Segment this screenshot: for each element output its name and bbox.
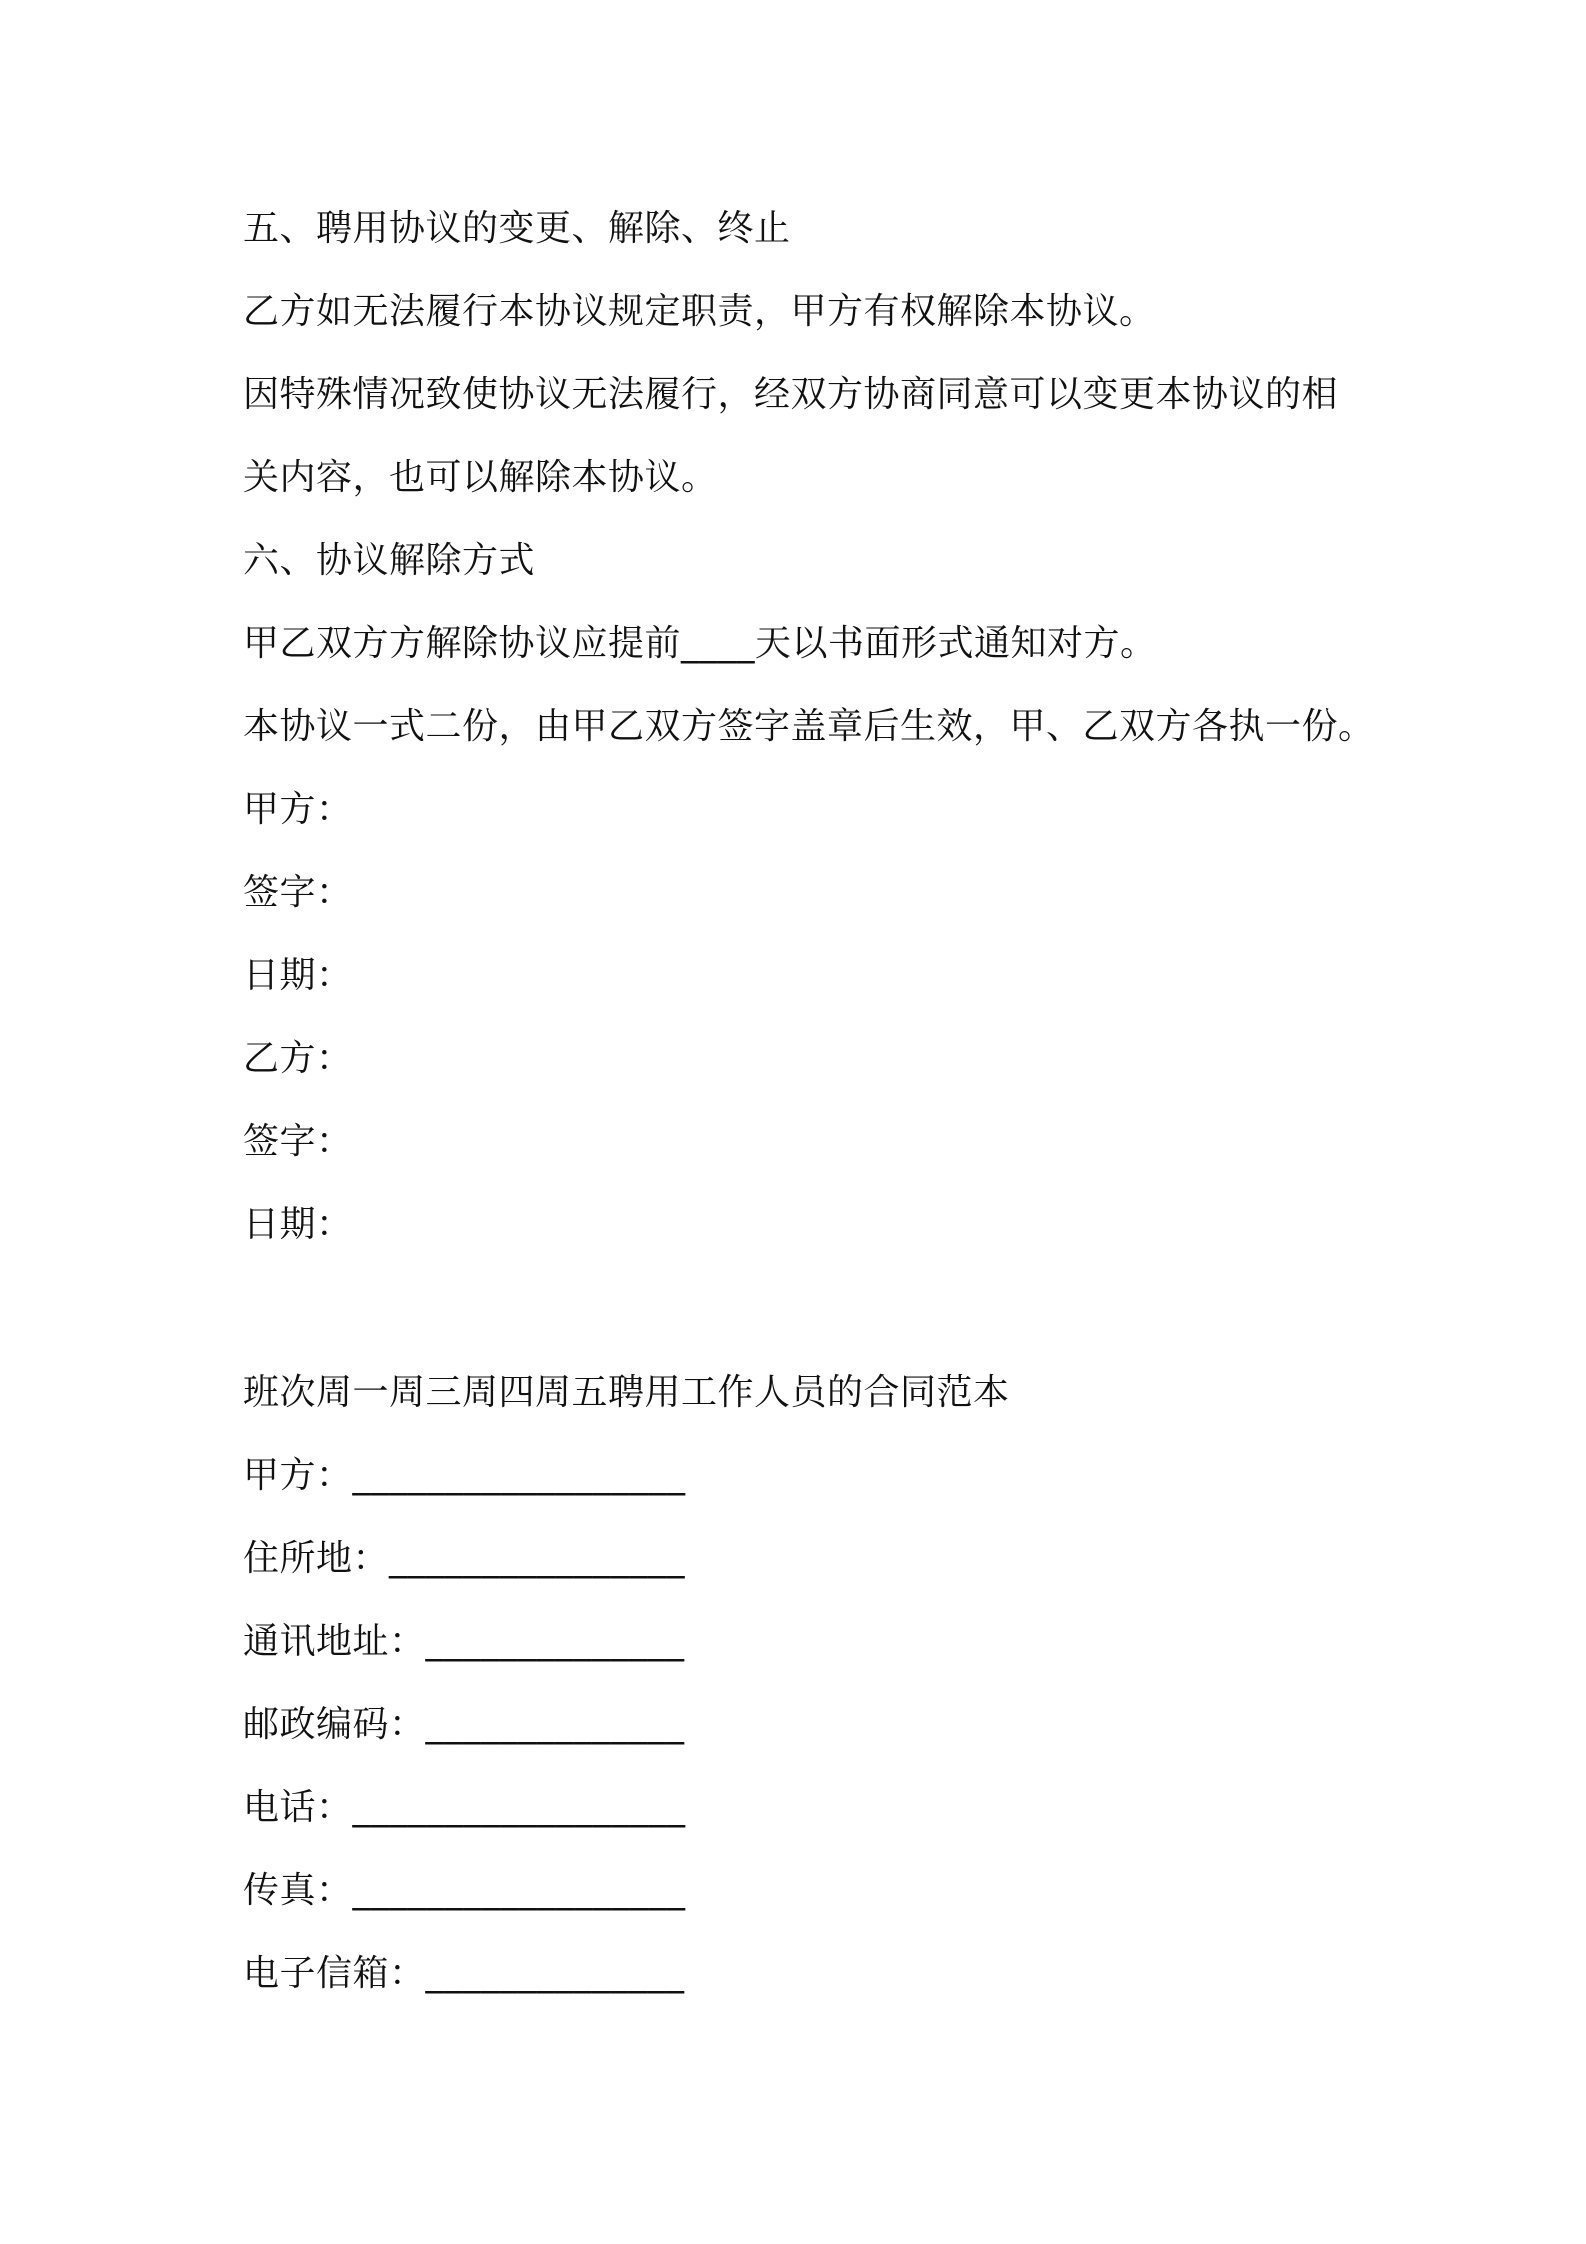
field-party-a <box>243 1452 686 1500</box>
paragraph-copies: 本协议一式二份，由甲乙双方签字盖章后生效，甲、乙双方各执一份。 <box>243 706 1375 747</box>
field-blank: ________________ <box>389 1538 686 1579</box>
field-blank: __________________ <box>352 1787 686 1828</box>
field-blank: __________________ <box>352 1455 686 1496</box>
field-label: 邮政编码： <box>243 1704 426 1745</box>
party-b-date-label: 日期： <box>243 1204 353 1245</box>
field-email <box>243 1950 685 1998</box>
field-label: 通讯地址： <box>243 1621 426 1662</box>
field-blank: __________________ <box>352 1870 686 1911</box>
field-label: 电子信箱： <box>243 1953 426 1994</box>
heading-section-5: 五、聘用协议的变更、解除、终止 <box>243 208 791 249</box>
paragraph-notice-period: 甲乙双方方解除协议应提前____天以书面形式通知对方。 <box>243 623 1157 664</box>
party-a-label: 甲方： <box>243 789 353 830</box>
party-a-date-label: 日期： <box>243 955 353 996</box>
field-phone <box>243 1784 686 1832</box>
field-label: 甲方： <box>243 1455 353 1496</box>
field-blank: ______________ <box>425 1953 685 1994</box>
field-mailing-address <box>243 1618 685 1666</box>
paragraph-special-circumstances-line1: 因特殊情况致使协议无法履行，经双方协商同意可以变更本协议的相 <box>243 374 1339 415</box>
field-label: 电话： <box>243 1787 353 1828</box>
party-a-sign-label: 签字： <box>243 872 353 913</box>
heading-section-6: 六、协议解除方式 <box>243 540 536 581</box>
field-blank: ______________ <box>425 1704 685 1745</box>
party-b-sign-label: 签字： <box>243 1121 353 1162</box>
contract-title: 班次周一周三周四周五聘用工作人员的合同范本 <box>243 1372 1010 1413</box>
field-residence <box>243 1535 685 1583</box>
field-fax <box>243 1867 686 1915</box>
field-blank: ______________ <box>425 1621 685 1662</box>
paragraph-special-circumstances-line2: 关内容，也可以解除本协议。 <box>243 457 718 498</box>
party-b-label: 乙方： <box>243 1038 353 1079</box>
field-label: 传真： <box>243 1870 353 1911</box>
paragraph-termination-right: 乙方如无法履行本协议规定职责，甲方有权解除本协议。 <box>243 291 1156 332</box>
field-label: 住所地： <box>243 1538 390 1579</box>
field-postal-code <box>243 1701 685 1749</box>
